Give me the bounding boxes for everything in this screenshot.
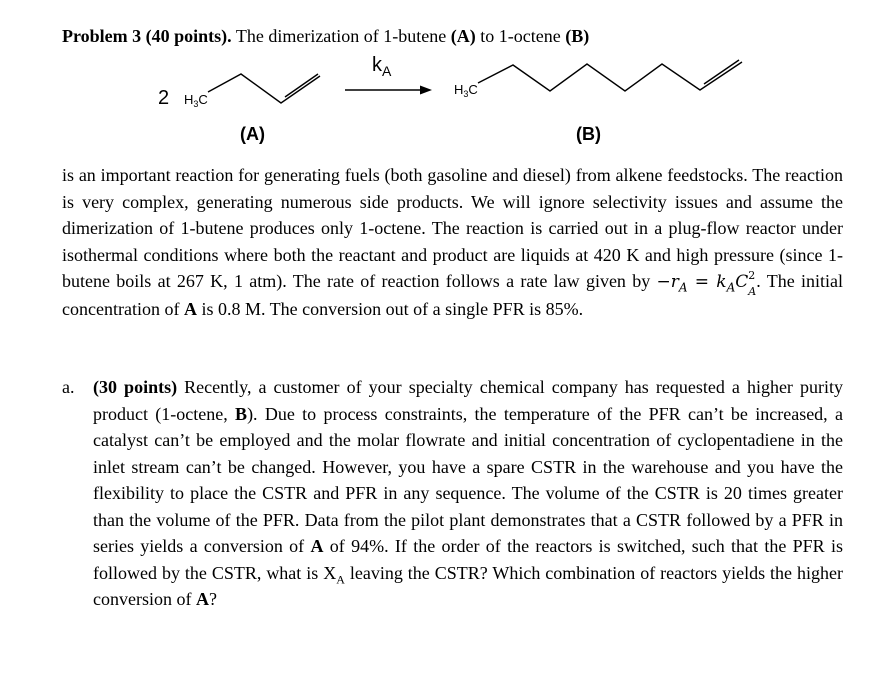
reactant-label: (A) [240,124,265,144]
description-text-3: is 0.8 M. The conversion out of a single PFR is 85%. [196,298,584,319]
description-text-1: is an important reaction for generating fuels (both gasoline and diesel) from alkene feedstocks. The reaction is very complex, generating numerous side products. We will ignore selectivity issues and assume the dimerization of 1-butene produces only 1-octene. The reaction is carried out in a plug-flow reactor under isothermal conditions where both the reactant and product are liquids at 420 K and high pressure (since 1-butene boils at 267 K, 1 atm). The rate of reaction follows a rate law given by [62,165,843,291]
part-a-text-4: leaving the CSTR? Which combination of reactors yields the higher conversion of [93,562,843,609]
title-text-1: The dimerization of 1-butene [231,26,451,46]
part-a-product: B [235,403,248,424]
part-a-text-1: Recently, a customer of your specialty chemical company has requested a higher purity product (1-octene, [93,377,843,424]
part-a-text-5: ? [208,589,217,609]
octene-double-bond [704,60,739,84]
problem-heading: Problem 3 (40 points). [62,26,232,46]
reaction-arrow [345,86,432,95]
part-a-text-2: ). Due to process constraints, the temperature of the PFR can’t be increased, a catalyst can’t be employed and the molar flowrate and initial concentration of cyclopentadiene in the inlet stream can’t be changed. However, you have a spare CSTR in the warehouse and you have the flexibility to place the CSTR and PFR in any sequence. The volume of the CSTR is 20 times greater than the volume of the PFR. Data from the pilot plant demonstrates that a CSTR followed by a PFR in series yields a conversion of [93,403,843,556]
title-product-label: (B) [565,26,590,46]
stoich-coefficient: 2 [158,87,170,109]
part-a-conversion-sub: A [336,572,345,587]
part-a [62,374,843,613]
octene-structure [478,60,742,91]
butene-double-bond [285,74,318,97]
butene-methyl-label: $H_3C$ [184,92,208,109]
title-reactant-label: (A) [450,26,476,46]
part-a-body [93,374,843,613]
butene-structure [208,74,320,103]
octene-methyl-label: $H_3C$ [454,82,478,99]
part-a-label: a. [62,377,75,397]
rate-constant-label: $k_A$ [372,54,392,79]
part-a-points: (30 points) [93,377,178,397]
part-a-reactant-1: A [310,536,324,556]
description-reactant: A [183,298,197,319]
part-a-text-3: of 94%. If the order of the reactors is switched, such that the PFR is followed by the CSTR, what is X [93,536,843,583]
description-text-2: . The initial concentration of [62,271,843,319]
part-a-reactant-2: A [195,589,209,609]
title-text-2: to 1-octene [475,26,566,46]
rate-law-equation: $-r_A = k_AC$ 2 A [656,269,757,298]
reaction-scheme [0,0,890,160]
problem-description [62,162,843,322]
product-label: (B) [576,124,601,144]
